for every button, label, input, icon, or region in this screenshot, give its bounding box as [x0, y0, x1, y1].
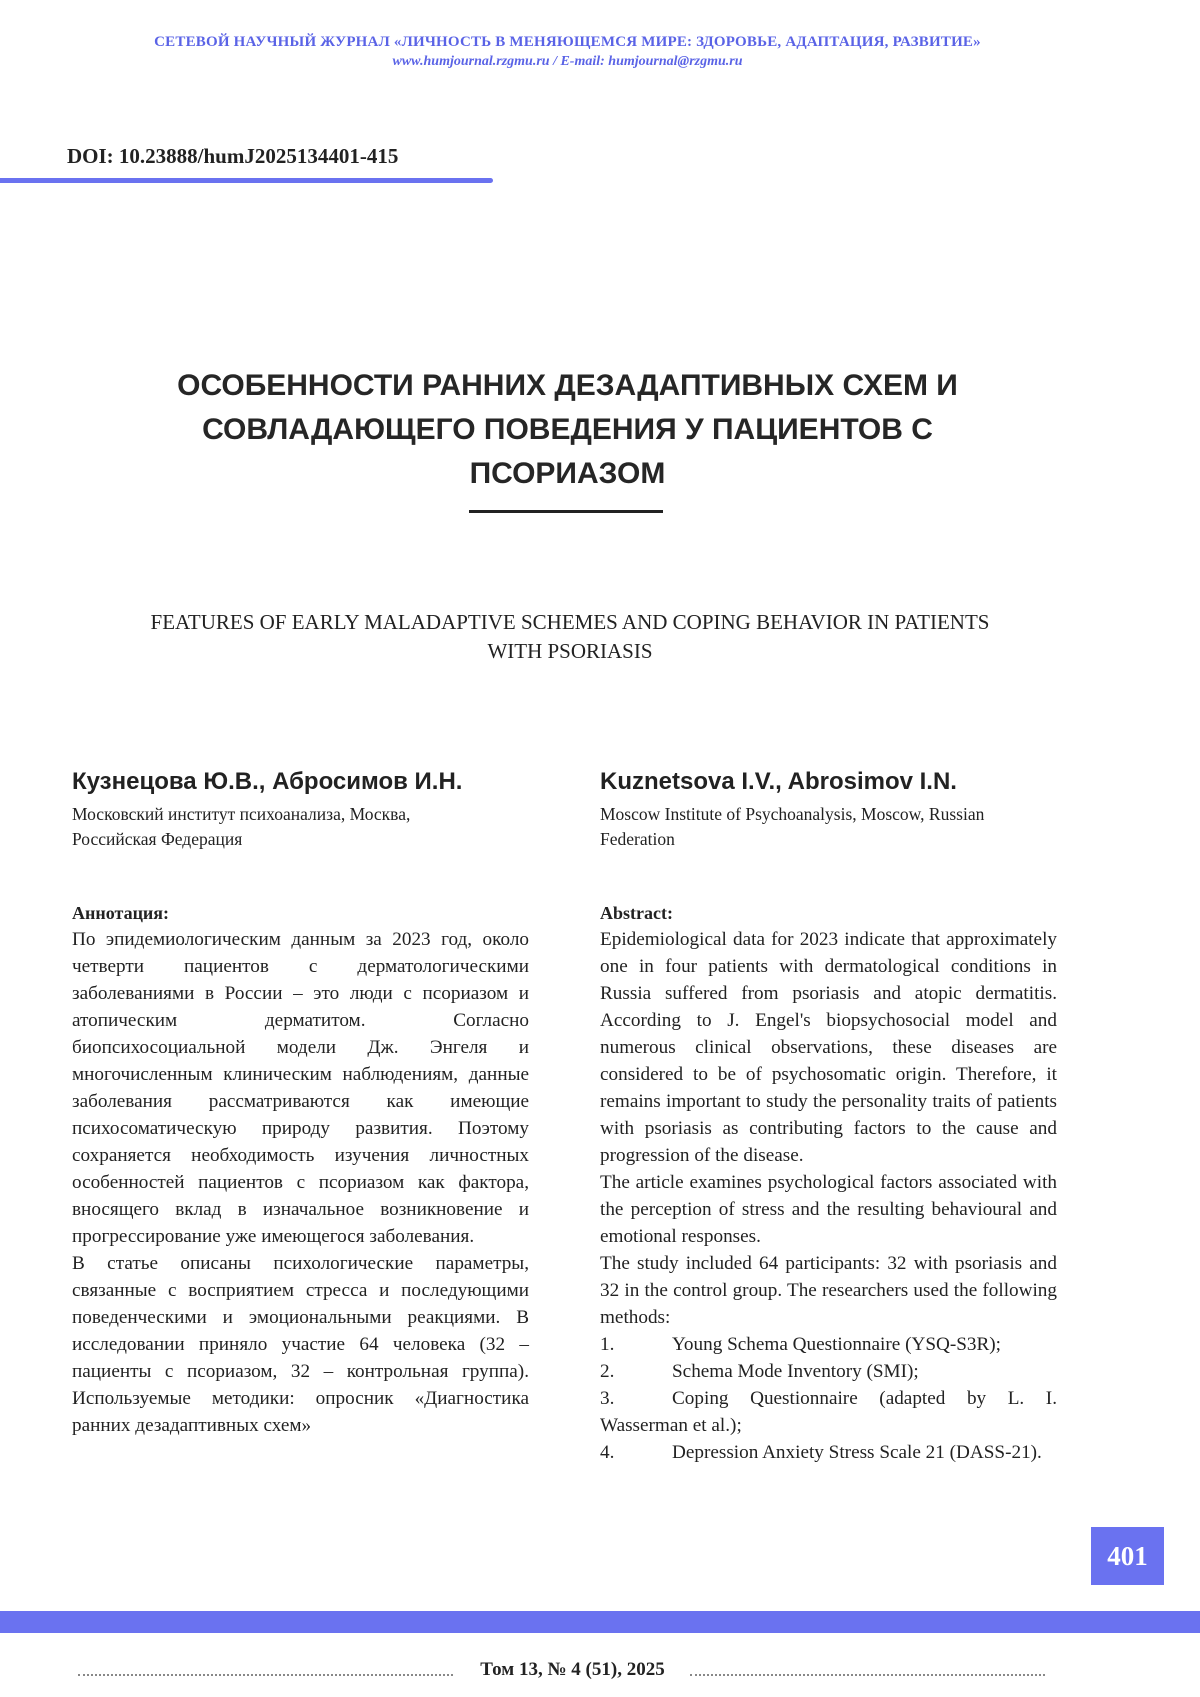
journal-title: СЕТЕВОЙ НАУЧНЫЙ ЖУРНАЛ «ЛИЧНОСТЬ В МЕНЯЮЩЕМСЯ МИРЕ: ЗДОРОВЬЕ, АДАПТАЦИЯ, РАЗВИТИЕ» — [154, 34, 981, 50]
methods-item — [600, 1331, 1057, 1358]
doi: DOI: 10.23888/humJ2025134401-415 — [67, 144, 399, 168]
affiliation-line: Московский институт психоанализа, Москва, — [72, 804, 411, 824]
affiliation-line: Российская Федерация — [72, 829, 243, 849]
affiliation-line: Federation — [600, 829, 675, 849]
author-names-ru: Кузнецова Ю.В., Абросимов И.Н. — [72, 768, 463, 795]
author-names-en: Kuznetsova I.V., Abrosimov I.N. — [600, 768, 957, 795]
footer-dots-left — [78, 1674, 453, 1676]
methods-item — [600, 1385, 1057, 1439]
abstract-en-paragraph: The article examines psychological factors associated with the perception of stress and the resulting behavioural and emotional responses. — [600, 1172, 1057, 1247]
abstract-en-heading: Abstract: — [600, 903, 673, 923]
abstract-en-paragraph: The study included 64 participants: 32 with psoriasis and 32 in the control group. The researchers used the following methods: — [600, 1253, 1057, 1328]
methods-item-number: 2. — [600, 1361, 615, 1382]
methods-item-number: 3. — [600, 1388, 615, 1409]
title-ru-line: ОСОБЕННОСТИ РАННИХ ДЕЗАДАПТИВНЫХ СХЕМ И — [177, 369, 958, 402]
issue-info: Том 13, № 4 (51), 2025 — [480, 1659, 665, 1680]
title-divider — [469, 510, 663, 513]
methods-item-text: Schema Mode Inventory (SMI); — [672, 1361, 919, 1382]
title-ru — [60, 364, 1075, 496]
methods-item-text: Coping Questionnaire (adapted by L. I. Wasserman et al.); — [600, 1388, 1057, 1436]
title-en — [70, 608, 1070, 666]
methods-item — [600, 1439, 1057, 1466]
journal-links: www.humjournal.rzgmu.ru / E-mail: humjournal@rzgmu.ru — [392, 54, 743, 69]
authors-ru — [72, 768, 529, 852]
page-number: 401 — [1091, 1527, 1164, 1585]
abstract-ru-paragraph: По эпидемиологическим данным за 2023 год, около четверти пациентов с дерматологическими заболеваниями в России – это люди с псориазом и атопическим дерматитом. Согласно биопсихосоциальной модели Дж. Энгеля и многочисленным клиническим наблюдениям, данные заболевания рассматриваются как имеющие психосоматическую природу развития. Поэтому сохраняется необходимость изучения личностных особенностей пациентов с псориазом как фактора, вносящего вклад в изначальное возникновение и прогрессирование уже имеющегося заболевания. — [72, 929, 529, 1247]
abstract-ru — [72, 903, 529, 1439]
title-ru-line: СОВЛАДАЮЩЕГО ПОВЕДЕНИЯ У ПАЦИЕНТОВ С — [202, 413, 933, 446]
affiliation-en — [600, 802, 1057, 852]
journal-header — [0, 34, 1135, 70]
authors-en — [600, 768, 1057, 852]
title-en-line: FEATURES OF EARLY MALADAPTIVE SCHEMES AND COPING BEHAVIOR IN PATIENTS — [150, 610, 990, 634]
methods-item-text: Young Schema Questionnaire (YSQ-S3R); — [672, 1334, 1002, 1355]
title-ru-line: ПСОРИАЗОМ — [469, 457, 666, 490]
title-en-line: WITH PSORIASIS — [487, 639, 653, 663]
abstract-ru-paragraph: В статье описаны психологические параметры, связанные с восприятием стресса и последующими поведенческими и эмоциональными реакциями. В исследовании приняло участие 64 человека (32 – пациенты с псориазом, 32 – контрольная группа). Используемые методики: опросник «Диагностика ранних дезадаптивных схем» — [72, 1253, 529, 1436]
footer-dots-right — [690, 1674, 1045, 1676]
abstract-ru-heading: Аннотация: — [72, 903, 170, 923]
methods-item — [600, 1358, 1057, 1385]
footer-bar — [0, 1611, 1200, 1633]
methods-list — [600, 1331, 1057, 1466]
affiliation-ru — [72, 802, 529, 852]
methods-item-number: 1. — [600, 1334, 615, 1355]
affiliation-line: Moscow Institute of Psychoanalysis, Moscow, Russian — [600, 804, 985, 824]
abstract-en-paragraph: Epidemiological data for 2023 indicate that approximately one in four patients with dermatological conditions in Russia suffered from psoriasis and atopic dermatitis. According to J. Engel's biopsychosocial model and numerous clinical observations, these diseases are considered to be of psychosomatic origin. Therefore, it remains important to study the personality traits of patients with psoriasis as contributing factors to the cause and progression of the disease. — [600, 929, 1057, 1166]
abstract-en — [600, 903, 1057, 1466]
methods-item-number: 4. — [600, 1442, 615, 1463]
methods-item-text: Depression Anxiety Stress Scale 21 (DASS-21). — [672, 1442, 1042, 1463]
doi-underline — [0, 178, 493, 183]
